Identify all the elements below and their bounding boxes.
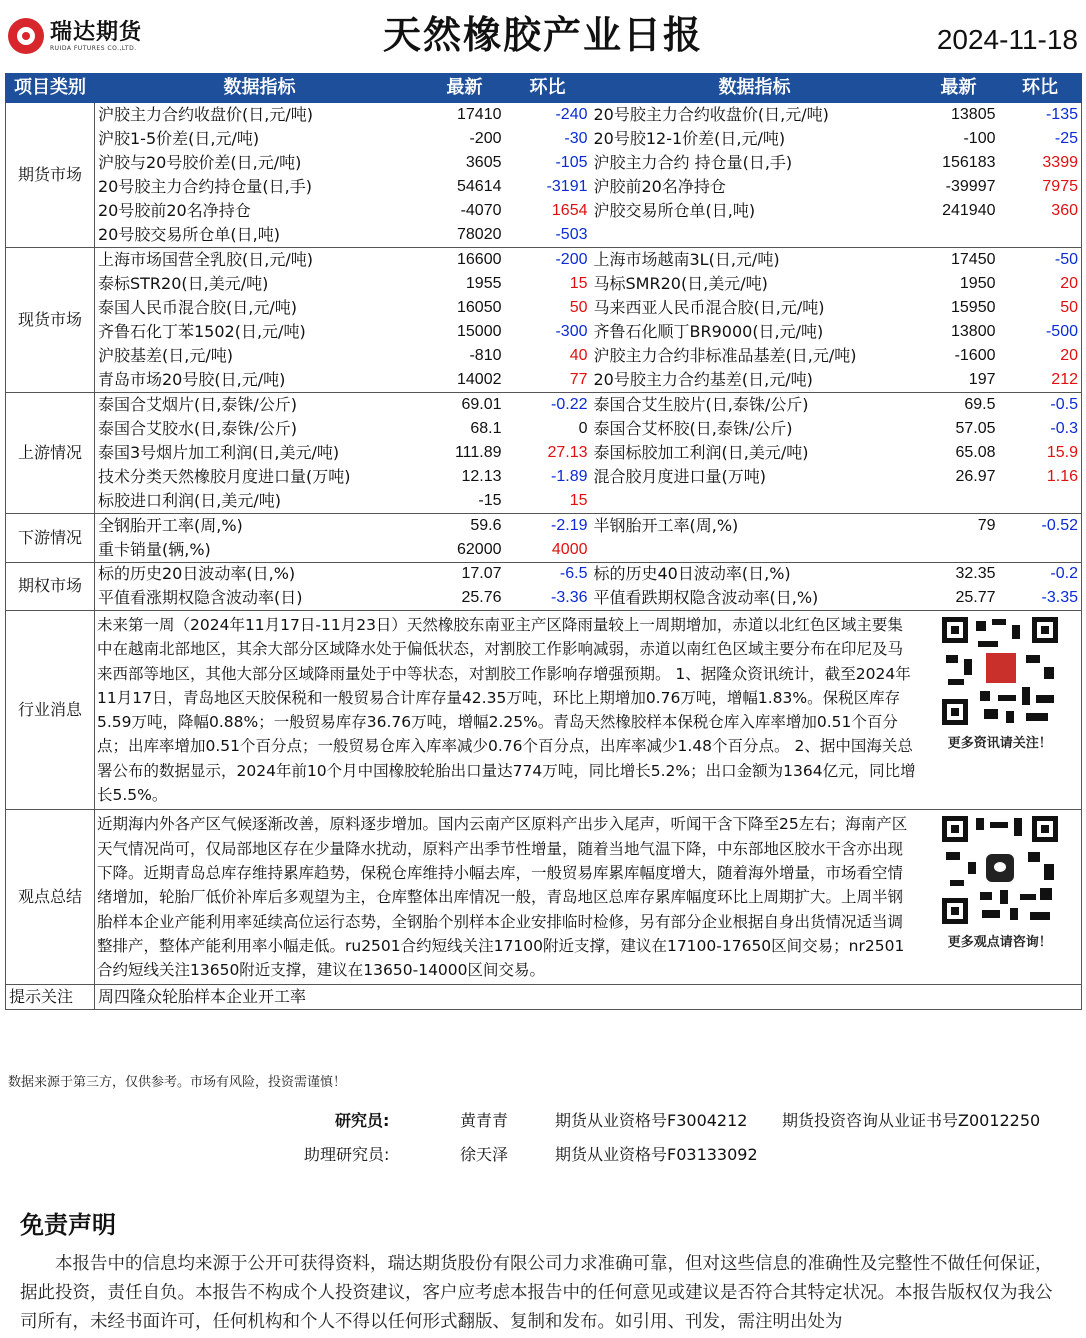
indicator-change: 4000: [551, 540, 588, 558]
table-row: [6, 369, 1082, 393]
table-row: [6, 538, 1082, 562]
indicator-change: -0.3: [999, 417, 1082, 441]
indicator-name: [591, 223, 919, 247]
indicator-name: 20号胶前20名净持仓: [98, 201, 251, 221]
assistant-label: 助理研究员:: [304, 1145, 390, 1164]
indicator-change: -500: [999, 320, 1082, 344]
indicator-change: 212: [999, 369, 1082, 393]
indicator-value: -810: [469, 347, 502, 365]
indicator-name: 重卡销量(辆,%): [98, 539, 211, 559]
indicator-change: 40: [569, 347, 588, 365]
indicator-name: 标的历史20日波动率(日,%): [95, 562, 425, 586]
researcher-cert: 期货从业资格号F3004212: [555, 1111, 748, 1130]
table-row: [6, 248, 1082, 272]
indicator-name: 齐鲁石化丁苯1502(日,元/吨): [98, 322, 306, 342]
header-change-2: 环比: [999, 74, 1082, 103]
table-row: [6, 441, 1082, 465]
indicator-change: 360: [999, 199, 1082, 223]
indicator-change: -25: [999, 127, 1082, 151]
indicator-value: 32.35: [919, 562, 999, 586]
indicator-name: 沪胶1-5价差(日,元/吨): [98, 128, 260, 148]
indicator-value: 16600: [425, 248, 505, 272]
indicator-change: -3.35: [999, 586, 1082, 610]
researcher-cert-2: 期货投资咨询从业证书号Z0012250: [782, 1111, 1041, 1130]
indicator-name: 沪胶主力合约 持仓量(日,手): [593, 152, 793, 172]
indicator-change: -50: [999, 248, 1082, 272]
researcher-label: 研究员:: [335, 1111, 390, 1130]
indicator-value: [919, 223, 999, 247]
table-row: [6, 127, 1082, 151]
table-row: [6, 103, 1082, 127]
header-change: 环比: [505, 74, 591, 103]
indicator-value: 241940: [942, 202, 996, 220]
indicator-change: 15.9: [999, 441, 1082, 465]
indicator-change: -3191: [546, 178, 588, 196]
indicator-value: [919, 490, 999, 514]
indicator-value: 1955: [465, 274, 502, 292]
indicator-value: 78020: [457, 226, 502, 244]
indicator-name: 20号胶交易所仓单(日,吨): [98, 225, 280, 245]
indicator-value: 13805: [919, 103, 999, 127]
indicator-value: 69.01: [425, 393, 505, 417]
indicator-value: 62000: [457, 540, 502, 558]
disclaimer-text: 本报告中的信息均来源于公开可获得资料，瑞达期货股份有限公司力求准确可靠，但对这些信息的准确性及完整性不做任何保证，据此投资，责任自负。本报告不构成个人投资建议，客户应考虑本报告中的任何意见或建议是否符合其特定状况。本报告版权仅为我公司所有，未经书面许可，任何机构和个人不得以任何形式翻版、复制和发布。如引用、刊发，需注明出处为: [20, 1254, 1053, 1332]
indicator-value: 57.05: [955, 420, 996, 438]
indicator-change: -6.5: [505, 562, 591, 586]
wechat-qr-code-icon: [940, 814, 1060, 926]
indicator-value: 1950: [959, 274, 996, 292]
qr-code-icon: [940, 615, 1060, 727]
indicator-change: -0.52: [999, 514, 1082, 538]
indicator-change: -2.19: [505, 514, 591, 538]
indicator-name: [591, 538, 919, 562]
indicator-value: 26.97: [955, 468, 996, 486]
indicator-change: [999, 490, 1082, 514]
view-qr-caption: 更多观点请咨询！: [947, 935, 1052, 951]
indicator-value: 111.89: [454, 444, 502, 462]
tips-label: 提示关注: [6, 985, 95, 1009]
indicator-change: 20: [999, 272, 1082, 296]
indicator-name: 上海市场越南3L(日,元/吨): [591, 248, 919, 272]
table-row: [6, 465, 1082, 489]
category-label: 现货市场: [6, 248, 95, 393]
indicator-value: 79: [919, 514, 999, 538]
table-row: [6, 223, 1082, 247]
indicator-name: 20号胶主力合约基差(日,元/吨): [593, 370, 813, 390]
indicator-name: 20号胶主力合约收盘价(日,元/吨): [591, 103, 919, 127]
indicator-name: 马标SMR20(日,美元/吨): [593, 273, 768, 293]
indicator-value: 25.77: [955, 589, 996, 607]
indicator-change: 77: [569, 371, 588, 389]
indicator-name: [591, 490, 919, 514]
category-label: 上游情况: [6, 393, 95, 514]
source-note: 数据来源于第三方，仅供参考。市场有风险，投资需谨慎！: [8, 1075, 347, 1090]
indicator-name: 泰国合艾杯胶(日,泰铢/公斤): [593, 419, 793, 439]
indicator-value: -100: [963, 129, 996, 147]
indicator-value: 15000: [457, 323, 502, 341]
indicator-value: -200: [469, 129, 502, 147]
indicator-value: 12.13: [461, 468, 502, 486]
indicator-name: 沪胶与20号胶价差(日,元/吨): [98, 152, 302, 172]
table-header-row: [6, 74, 1082, 103]
indicator-name: 平值看涨期权隐含波动率(日): [98, 588, 303, 608]
indicator-change: -200: [505, 248, 591, 272]
indicator-value: 65.08: [955, 444, 996, 462]
indicator-name: 沪胶主力合约收盘价(日,元/吨): [95, 103, 425, 127]
indicator-change: 1.16: [999, 465, 1082, 489]
indicator-name: 全钢胎开工率(周,%): [95, 514, 425, 538]
report-header: [0, 0, 1086, 68]
indicator-name: 泰国合艾烟片(日,泰铢/公斤): [95, 393, 425, 417]
table-row: [6, 393, 1082, 417]
view-qr: [919, 810, 1082, 985]
report-date: 2024-11-18: [936, 24, 1078, 55]
indicator-name: 青岛市场20号胶(日,元/吨): [98, 370, 286, 390]
indicator-change: 27.13: [547, 444, 588, 462]
indicator-name: 沪胶交易所仓单(日,吨): [593, 201, 756, 221]
indicator-change: -1.89: [551, 468, 588, 486]
view-row: [6, 810, 1082, 985]
indicator-change: -30: [564, 129, 588, 147]
table-row: [6, 586, 1082, 610]
indicator-value: 59.6: [425, 514, 505, 538]
indicator-change: [999, 538, 1082, 562]
indicator-name: 标的历史40日波动率(日,%): [591, 562, 919, 586]
indicator-value: 197: [968, 371, 996, 389]
assistant-name: 徐天泽: [460, 1145, 509, 1164]
logo-name: 瑞达期货: [50, 19, 143, 45]
indicator-change: -240: [505, 103, 591, 127]
header-latest: 最新: [425, 74, 505, 103]
indicator-name: 混合胶月度进口量(万吨): [593, 467, 766, 487]
tips-row: [6, 985, 1082, 1009]
indicator-name: 泰国标胶加工利润(日,美元/吨): [593, 443, 809, 463]
table-row: [6, 344, 1082, 368]
news-row: [6, 610, 1082, 809]
indicator-change: 15: [569, 492, 588, 510]
indicator-name: 齐鲁石化顺丁BR9000(日,元/吨): [593, 322, 824, 342]
report-title: 天然橡胶产业日报: [382, 13, 703, 57]
indicator-change: 20: [999, 344, 1082, 368]
indicator-change: 15: [569, 274, 588, 292]
table-row: [6, 562, 1082, 586]
table-row: [6, 151, 1082, 175]
indicator-name: 泰标STR20(日,美元/吨): [98, 273, 269, 293]
table-row: [6, 320, 1082, 344]
indicator-name: 上海市场国营全乳胶(日,元/吨): [95, 248, 425, 272]
indicator-value: -4070: [460, 202, 502, 220]
table-row: [6, 514, 1082, 538]
view-text: 近期海内外各产区气候逐渐改善，原料逐步增加。国内云南产区原料产出步入尾声，听闻干含下降至25左右；海南产区天气情况尚可，仅局部地区存在少量降水扰动，原料产出季节性增量，随着当地气温下降，中东部地区胶水干含亦出现下降。近期青岛总库存维持累库趋势，保税仓库维持小幅去库，一般贸易库累库幅度增大，随着海外增量，市场看空情绪增加，轮胎厂低价补库后多观望为主，仓库整体出库情况一般，青岛地区总库存累库幅度环比上周期扩大。上周半钢胎样本企业产能利用率延续高位运行态势，全钢胎个别样本企业安排临时检修，另有部分企业根据自身出货情况适当调整排产，整体产能利用率小幅走低。ru2501合约短线关注17100附近支撑，建议在17100-17650区间交易；nr2501合约短线关注13650附近支撑，建议在13650-14000区间交易。: [95, 810, 919, 985]
view-label: 观点总结: [6, 810, 95, 985]
indicator-name: 技术分类天然橡胶月度进口量(万吨): [98, 467, 351, 487]
researcher-name: 黄青青: [460, 1111, 509, 1130]
indicator-value: -1600: [954, 347, 996, 365]
indicator-change: 1654: [551, 202, 588, 220]
indicator-value: 17450: [919, 248, 999, 272]
indicator-value: 68.1: [470, 420, 502, 438]
indicator-change: -0.5: [999, 393, 1082, 417]
indicator-name: 泰国人民币混合胶(日,元/吨): [98, 298, 297, 318]
indicator-value: -15: [478, 492, 502, 510]
indicator-change: -105: [555, 153, 588, 171]
indicator-name: 沪胶前20名净持仓: [593, 177, 726, 197]
header-category: 项目类别: [6, 74, 95, 103]
indicator-change: 3399: [999, 151, 1082, 175]
indicator-name: 泰国合艾胶水(日,泰铢/公斤): [98, 419, 297, 439]
indicator-value: 15950: [951, 299, 996, 317]
indicator-value: -39997: [945, 178, 996, 196]
table-row: [6, 272, 1082, 296]
indicator-change: -300: [555, 323, 588, 341]
disclaimer-title: 免责声明: [20, 1211, 116, 1239]
indicator-name: 平值看跌期权隐含波动率(日,%): [593, 588, 819, 608]
indicator-change: [999, 223, 1082, 247]
table-row: [6, 490, 1082, 514]
indicator-change: -135: [999, 103, 1082, 127]
indicator-name: 标胶进口利润(日,美元/吨): [98, 491, 281, 511]
indicator-value: 17.07: [425, 562, 505, 586]
indicator-name: 泰国合艾生胶片(日,泰铢/公斤): [591, 393, 919, 417]
assistant-cert: 期货从业资格号F03133092: [555, 1145, 758, 1164]
category-label: 下游情况: [6, 514, 95, 562]
table-row: [6, 199, 1082, 223]
header-indicator: 数据指标: [95, 74, 425, 103]
indicator-name: 20号胶主力合约持仓量(日,手): [98, 177, 312, 197]
indicator-value: 14002: [457, 371, 502, 389]
table-row: [6, 296, 1082, 320]
indicator-change: -0.22: [505, 393, 591, 417]
indicator-name: 马来西亚人民币混合胶(日,元/吨): [593, 298, 825, 318]
tips-text: 周四隆众轮胎样本企业开工率: [95, 985, 1082, 1009]
indicator-change: -3.36: [551, 589, 588, 607]
news-label: 行业消息: [6, 610, 95, 809]
indicator-change: -503: [555, 226, 588, 244]
indicator-change: 50: [999, 296, 1082, 320]
news-qr-caption: 更多资讯请关注！: [947, 735, 1052, 751]
header-latest-2: 最新: [919, 74, 999, 103]
data-table: [5, 73, 1082, 1010]
indicator-value: 156183: [942, 153, 996, 171]
news-text: 未来第一周（2024年11月17日-11月23日）天然橡胶东南亚主产区降雨量较上一周期增加，赤道以北红色区域主要集中在越南北部地区，其余大部分区域降水处于偏低状态，对割胶工作影响减弱，赤道以南红色区域主要分布在印尼及马来西部等地区，其他大部分区域降雨量处于中等状态，对割胶工作影响存增强预期。 1、据隆众资讯统计，截至2024年11月17日，青岛地区天胶保税和一般贸易合计库存量42.35万吨，环比上期增加0.76万吨，增幅1.83%。保税区库存5.59万吨，降幅0.88%；一般贸易库存36.76万吨，增幅2.25%。青岛天然橡胶样本保税仓库入库率增加0.51个百分点；出库率增加0.51个百分点；一般贸易仓库入库率减少0.76个百分点，出库率减少1.48个百分点。 2、据中国海关总署公布的数据显示，2024年前10个月中国橡胶轮胎出口量达774万吨，同比增长5.2%；出口金额为1364亿元，同比增长5.5%。: [95, 610, 919, 809]
header-indicator-2: 数据指标: [591, 74, 919, 103]
category-label: 期权市场: [6, 562, 95, 610]
indicator-value: 13800: [951, 323, 996, 341]
indicator-name: 泰国3号烟片加工利润(日,美元/吨): [98, 443, 340, 463]
indicator-name: 20号胶12-1价差(日,元/吨): [593, 128, 786, 148]
indicator-name: 半钢胎开工率(周,%): [591, 514, 919, 538]
indicator-value: 17410: [425, 103, 505, 127]
logo-english-name: RUIDA FUTURES CO.,LTD.: [50, 44, 137, 52]
indicator-change: -0.2: [999, 562, 1082, 586]
indicator-value: 25.76: [461, 589, 502, 607]
news-qr: [919, 610, 1082, 809]
indicator-value: 16050: [457, 299, 502, 317]
indicator-value: 69.5: [919, 393, 999, 417]
indicator-change: 0: [578, 420, 588, 438]
indicator-value: 54614: [457, 178, 502, 196]
indicator-value: 3605: [465, 153, 502, 171]
indicator-name: 沪胶基差(日,元/吨): [98, 346, 233, 366]
category-label: 期货市场: [6, 103, 95, 248]
indicator-change: 7975: [999, 175, 1082, 199]
table-row: [6, 175, 1082, 199]
table-row: [6, 417, 1082, 441]
indicator-change: 50: [569, 299, 588, 317]
indicator-name: 沪胶主力合约非标准品基差(日,元/吨): [593, 346, 857, 366]
indicator-value: [919, 538, 999, 562]
